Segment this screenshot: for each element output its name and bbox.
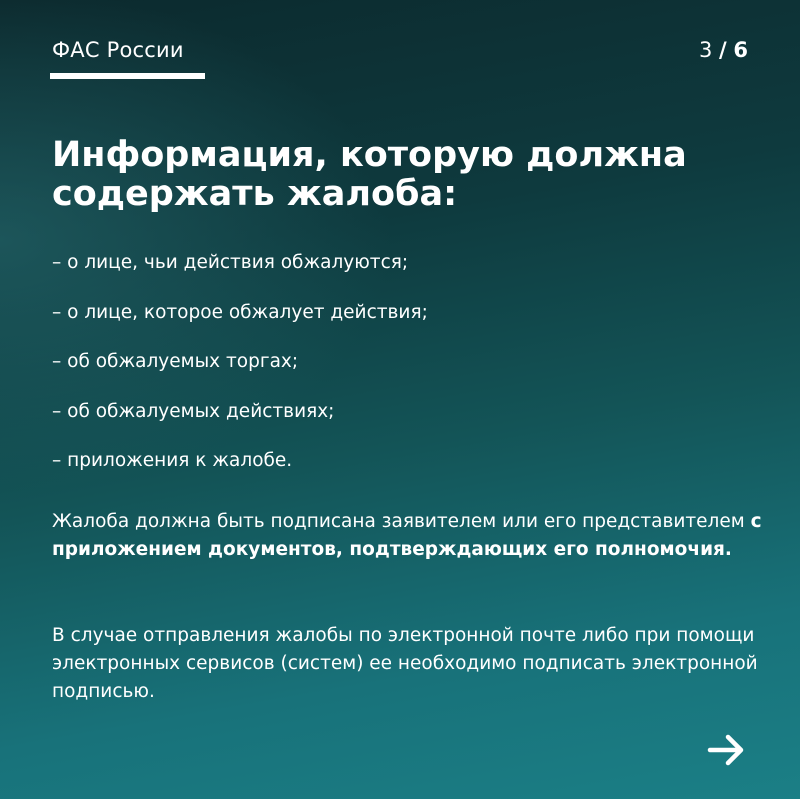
signature-paragraph [52,508,772,564]
page-current: 3 [698,38,713,62]
list-item: – об обжалуемых торгах; [52,351,299,372]
list-item: – о лице, которое обжалует действия; [52,301,428,323]
page-separator: / [719,38,727,62]
brand-label: ФАС России [52,38,184,62]
list-item: – об обжалуемых действиях; [52,400,335,422]
page-total: 6 [733,38,748,62]
list-item: – о лице, чьи действия обжалуются; [52,252,409,273]
arrow-right-icon[interactable] [706,730,746,770]
list-item: – приложения к жалобе. [52,450,293,471]
brand-underline [50,73,205,79]
signature-text-bold: с приложением документов, подтверждающих его полномочия. [52,511,762,560]
page-indicator [699,38,748,62]
requirements-list [52,252,428,500]
electronic-paragraph: В случае отправления жалобы по электронной почте либо при помощи электронных сервисов (систем) ее необходимо подписать электронной подписью. [52,625,758,702]
page-title: Информация, которую должна содержать жалоба: [52,135,687,214]
signature-text: Жалоба должна быть подписана заявителем или его представителем [52,511,751,532]
